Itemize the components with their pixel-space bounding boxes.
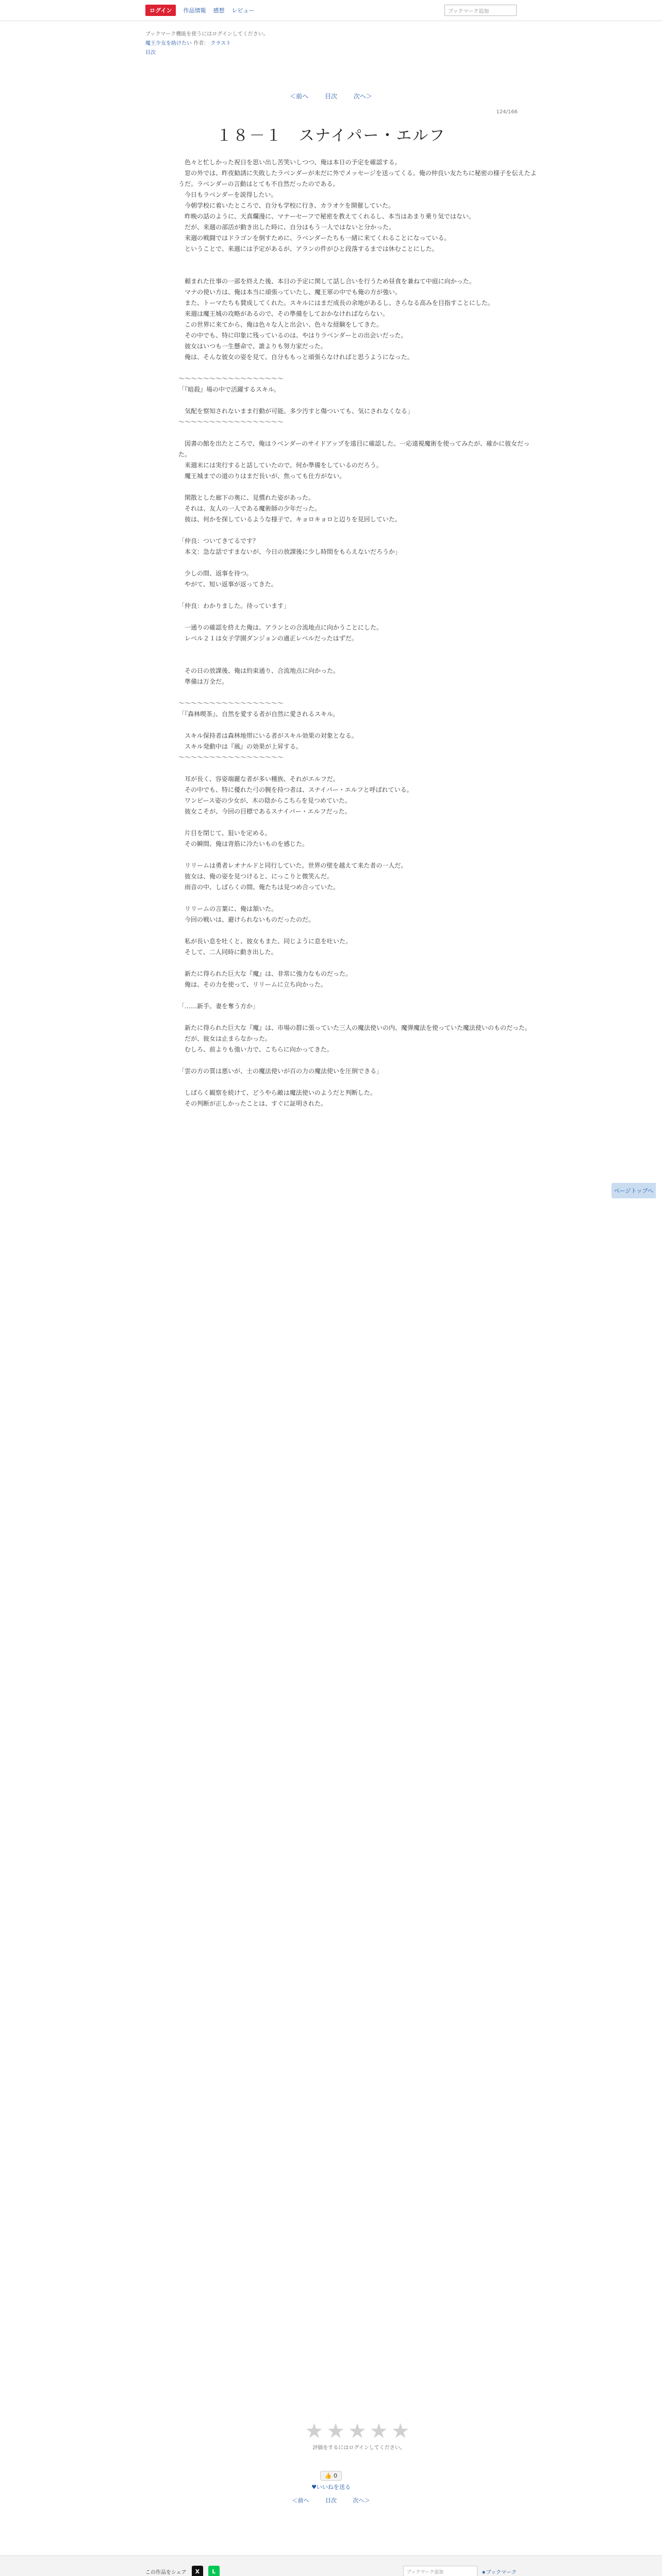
body-paragraph: 今日もラベンダーを説得したい。: [178, 191, 277, 198]
body-paragraph: 本文：急な話ですまないが、今日の放課後に少し時間をもらえないだろうか」: [178, 548, 402, 555]
body-paragraph: その中でも、特に印象に残っているのは、やはりラベンダーとの出会いだった。: [178, 332, 407, 339]
next-link-bottom[interactable]: 次へ＞: [353, 2497, 370, 2504]
nav-impressions[interactable]: 感想: [213, 7, 225, 14]
body-paragraph: [178, 590, 539, 601]
bookmark-button[interactable]: ★ブックマーク: [481, 2569, 517, 2575]
body-paragraph: [178, 1055, 539, 1066]
body-paragraph: [178, 763, 539, 774]
body-paragraph: 〜〜〜〜〜〜〜〜〜〜〜〜〜〜〜〜〜: [178, 375, 284, 382]
login-button[interactable]: ログイン: [145, 5, 176, 16]
x-share-icon[interactable]: X: [192, 2566, 203, 2576]
rating-stars[interactable]: ★★★★★: [305, 2419, 413, 2443]
body-paragraph: 魔王城までの道のりはまだ長いが、焦っても仕方がない。: [178, 472, 346, 480]
body-paragraph: 彼女は、俺の姿を見つけると、にっこりと微笑んだ。: [178, 873, 333, 880]
toc-link-top[interactable]: 目次: [324, 93, 337, 100]
body-paragraph: やがて、短い返事が返ってきた。: [178, 581, 277, 588]
author-label: 作者：: [193, 41, 209, 46]
share-bar: [0, 2555, 662, 2576]
body-paragraph: 〜〜〜〜〜〜〜〜〜〜〜〜〜〜〜〜〜: [178, 754, 284, 761]
bookmark-add-placeholder-bottom: ブックマーク追加: [406, 2569, 444, 2575]
body-paragraph: 新たに得られた巨大な『魔』は、非常に強力なものだった。: [178, 970, 352, 977]
body-paragraph: 雨音の中、しばらくの間、俺たちは見つめ合っていた。: [178, 884, 340, 891]
body-paragraph: [178, 817, 539, 828]
body-paragraph: 昨晩の話のように、天真爛漫に、マナーセーフで秘密を教えてくれるし、本当はあまり乗り気ではない。: [178, 213, 475, 220]
body-paragraph: スキル発動中は『風』の効果が上昇する。: [178, 743, 302, 750]
body-paragraph: だが、来週の部活が動き出した時に、自分はもう一人ではないと分かった。: [178, 224, 395, 231]
body-paragraph: 色々と忙しかった祝日を思い出し苦笑いしつつ、俺は本日の予定を確認する。: [178, 159, 401, 166]
thumb-icon: 👍: [324, 2472, 332, 2479]
rating-section: [178, 2419, 539, 2451]
toc-link[interactable]: 目次: [145, 50, 156, 56]
body-paragraph: スキル保持者は森林地帯にいる者がスキル効果の対象となる。: [178, 732, 358, 739]
like-button[interactable]: [320, 2471, 342, 2481]
pager-top: [0, 92, 662, 100]
body-paragraph: 来週は魔王城の攻略があるので、その準備をしておかなければならない。: [178, 310, 389, 317]
body-paragraph: その判断が正しかったことは、すぐに証明された。: [178, 1100, 327, 1107]
body-paragraph: 少しの間、返事を待つ。: [178, 570, 253, 577]
rating-note: 評価をするにはログインしてください。: [312, 2445, 405, 2451]
body-paragraph: 「仲良：わかりました。待っています」: [178, 602, 290, 609]
send-like-link[interactable]: ♥いいねを送る: [311, 2484, 351, 2490]
body-paragraph: だが、彼女は止まらなかった。: [178, 1035, 272, 1042]
body-paragraph: [178, 720, 539, 731]
body-paragraph: 今回の戦いは、避けられないものだったのだ。: [178, 916, 315, 923]
body-paragraph: また、トーマたちも賛成してくれた。スキルにはまだ成長の余地があるし、さらなる高みを目指すことにした。: [178, 299, 494, 307]
body-paragraph: [178, 687, 539, 698]
body-paragraph: 一通りの確認を終えた俺は、アランとの合流地点に向かうことにした。: [178, 624, 383, 631]
body-paragraph: そして、二人同時に動き出した。: [178, 948, 277, 956]
prev-link-bottom[interactable]: ＜前へ: [292, 2497, 309, 2504]
body-paragraph: [178, 482, 539, 493]
body-paragraph: 〜〜〜〜〜〜〜〜〜〜〜〜〜〜〜〜〜: [178, 700, 284, 707]
body-paragraph: [178, 1012, 539, 1023]
body-paragraph: 閑散とした廊下の奥に、見慣れた姿があった。: [178, 494, 315, 501]
body-paragraph: [178, 363, 539, 374]
body-paragraph: [178, 395, 539, 406]
body-paragraph: 頼まれた仕事の一部を終えた後、本日の予定に関して話し合いを行うため昼食を兼ねて中庭に向かった。: [178, 278, 475, 285]
nav-reviews[interactable]: レビュー: [231, 7, 255, 14]
episode-title: １８－１ スナイパー・エルフ: [216, 127, 446, 145]
body-paragraph: 耳が長く、容姿端麗な者が多い種族、それがエルフだ。: [178, 775, 339, 783]
body-paragraph: 俺は、その力を使って、リリームに立ち向かった。: [178, 981, 327, 988]
body-paragraph: [178, 1077, 539, 1088]
body-paragraph: [178, 925, 539, 936]
body-paragraph: 私が長い息を吐くと、彼女もまた、同じように息を吐いた。: [178, 938, 352, 945]
body-paragraph: 片目を閉じて、狙いを定める。: [178, 829, 271, 837]
body-paragraph: レベル２１は女子学園ダンジョンの適正レベルだったはずだ。: [178, 635, 358, 642]
body-paragraph: [178, 525, 539, 536]
body-paragraph: 彼女はいつも一生懸命で、誰よりも努力家だった。: [178, 343, 327, 350]
body-paragraph: その日の放課後、俺は約束通り、合流地点に向かった。: [178, 667, 340, 674]
body-paragraph: それは、友人の一人である魔術師の少年だった。: [178, 505, 321, 512]
body-paragraph: 〜〜〜〜〜〜〜〜〜〜〜〜〜〜〜〜〜: [178, 418, 284, 426]
bookmark-add-input[interactable]: [444, 5, 517, 16]
novel-body: [178, 157, 539, 1109]
body-paragraph: ワンピース姿の少女が、木の陰からこちらを見つめていた。: [178, 797, 351, 804]
body-paragraph: [178, 557, 539, 568]
body-paragraph: 彼女こそが、今回の目標であるスナイパー・エルフだった。: [178, 808, 351, 815]
body-paragraph: リリームの言葉に、俺は頷いた。: [178, 905, 278, 912]
body-paragraph: 俺は、そんな彼女の姿を見て、自分ももっと頑張らなければと思うようになった。: [178, 353, 413, 361]
like-count: 0: [334, 2472, 338, 2479]
line-share-icon[interactable]: L: [208, 2566, 220, 2576]
body-paragraph: この世界に来てから、俺は色々な人と出会い、色々な経験をしてきた。: [178, 321, 383, 328]
body-paragraph: 気配を察知されないまま行動が可能。多少汚すと傷ついても、気にされなくなる」: [178, 408, 414, 415]
body-paragraph: しばらく観察を続けて、どうやら敵は魔法使いのようだと判断した。: [178, 1089, 376, 1096]
body-paragraph: 今朝学校に着いたところで、自分も学校に行き、カラオケを開催していた。: [178, 202, 394, 209]
body-paragraph: その瞬間、俺は背筋に冷たいものを感じた。: [178, 840, 309, 848]
body-paragraph: 「『森林喫茶』、自然を愛する者が自然に愛されるスキル。: [178, 710, 339, 718]
body-paragraph: [178, 893, 539, 904]
series-title-link[interactable]: 魔王少女を助けたい: [145, 41, 192, 46]
body-paragraph: 彼は、何かを探しているような様子で、キョロキョロと辺りを見回していた。: [178, 516, 401, 523]
body-paragraph: 「雲の方の質は悪いが、士の魔法使いが百の力の魔法使いを圧倒できる」: [178, 1067, 383, 1075]
body-paragraph: [178, 958, 539, 969]
body-paragraph: 「『暗殺』場の中で活躍するスキル。: [178, 386, 280, 393]
page-top-button[interactable]: ページトップへ: [611, 1183, 656, 1198]
body-paragraph: [178, 612, 539, 622]
bookmark-add-input-bottom[interactable]: [403, 2566, 477, 2576]
bookmark-area: [403, 2566, 517, 2576]
body-paragraph: [178, 655, 539, 666]
nav-work-info[interactable]: 作品情報: [183, 7, 206, 14]
body-paragraph: 新たに得られた巨大な『魔』は、市場の群に張っていた三人の魔法使いの内、魔弾魔法を使っていた魔法使いのものだった。: [178, 1024, 532, 1031]
body-paragraph: [178, 644, 539, 655]
author-link[interactable]: クラスト: [210, 41, 231, 46]
share-label: この作品をシェア: [145, 2569, 187, 2575]
body-paragraph: 「……新手。妻を奪う方か」: [178, 1003, 259, 1010]
toc-link-bottom[interactable]: 目次: [325, 2497, 337, 2504]
body-paragraph: ということで、来週には予定があるが、アランの件がひと段落するまでは休むことにした。: [178, 245, 438, 252]
episode-number: 124/166: [496, 109, 518, 115]
body-paragraph: [178, 255, 539, 265]
body-paragraph: [178, 850, 539, 860]
body-paragraph: リリームは勇者レオナルドと同行していた。世界の壁を越えて来た者の一人だ。: [178, 862, 407, 869]
novel-header: [145, 30, 517, 58]
bookmark-add-placeholder: ブックマーク追加: [448, 8, 489, 14]
next-link[interactable]: 次へ＞: [353, 93, 372, 100]
body-paragraph: 窓の外では、昨夜勧誘に失敗したラベンダーが未だに外でメッセージを送ってくる。俺の仲良い友たちに秘密の様子を伝えたようだ。ラベンダーの言動はとても不自然だったのである。: [178, 170, 537, 188]
body-paragraph: [178, 990, 539, 1001]
body-paragraph: 図書の館を出たところで、俺はラベンダーのサイドアップを遠目に確認した。一応遠視魔術を使ってみたが、確かに彼女だった。: [178, 440, 530, 458]
top-navigation-bar: [0, 0, 662, 21]
body-paragraph: 「仲良：ついてきてるです？: [178, 537, 259, 545]
body-paragraph: [178, 428, 539, 438]
body-paragraph: マナの使い方は、俺は本当に頑張っていたし、魔王軍の中でも俺の方が強い。: [178, 289, 402, 296]
body-paragraph: むしろ、前よりも強い力で、こちらに向かってきた。: [178, 1046, 333, 1053]
like-section: [0, 2471, 662, 2504]
body-paragraph: 来週末には実行すると話していたので、何か準備をしているのだろう。: [178, 462, 383, 469]
prev-link[interactable]: ＜前へ: [290, 93, 309, 100]
body-paragraph: その中でも、特に優れた弓の腕を持つ者は、スナイパー・エルフと呼ばれている。: [178, 786, 413, 793]
body-paragraph: 来週の戦闘ではドラゴンを倒すために、ラベンダーたちも一緒に来てくれることになっている。: [178, 234, 451, 242]
login-note: ブックマーク機能を使うにはログインしてください。: [145, 31, 269, 37]
body-paragraph: [178, 265, 539, 276]
body-paragraph: 準備は万全だ。: [178, 678, 228, 685]
